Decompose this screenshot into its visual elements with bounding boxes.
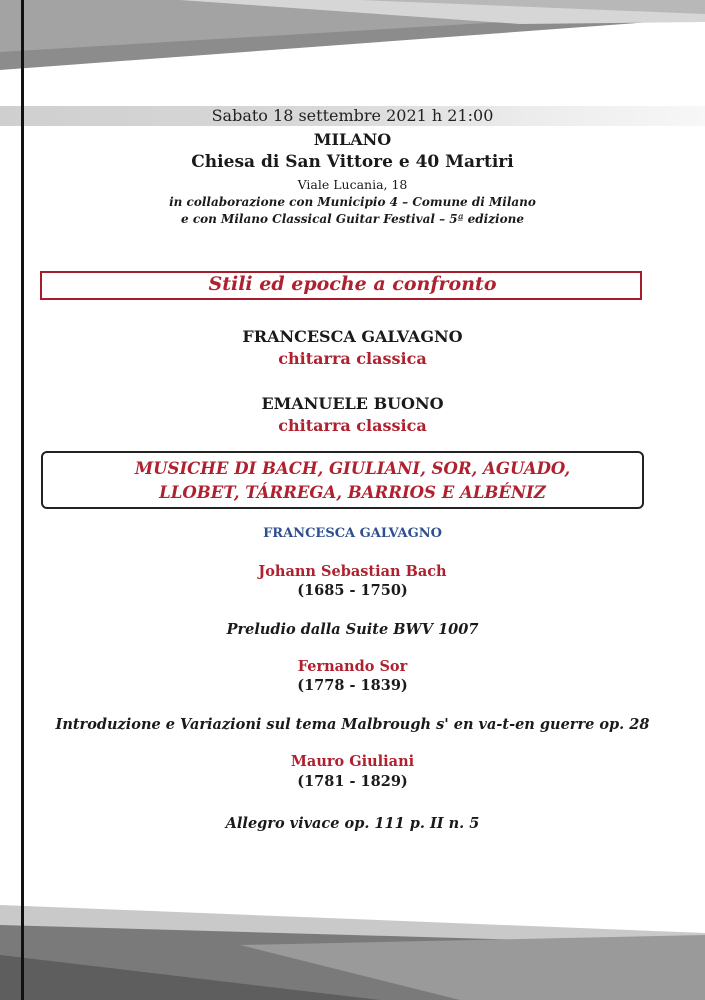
performer-instrument: chitarra classica [278, 416, 427, 435]
performer-instrument: chitarra classica [278, 349, 427, 368]
composer-years: (1778 - 1839) [297, 677, 408, 694]
event-venue: Chiesa di San Vittore e 40 Martiri [191, 152, 514, 172]
collaboration-line-2: e con Milano Classical Guitar Festival – 5ª edizione [181, 212, 524, 226]
work-title: Allegro vivace op. 111 p. II n. 5 [225, 815, 480, 832]
event-city: MILANO [313, 130, 392, 149]
concert-theme: Stili ed epoche a confronto [208, 273, 497, 295]
top-decorative-band [0, 0, 705, 70]
composer-name: Fernando Sor [297, 658, 408, 675]
performer-name: EMANUELE BUONO [261, 394, 444, 413]
composer-years: (1685 - 1750) [297, 582, 408, 599]
event-date-time: Sabato 18 settembre 2021 h 21:00 [211, 106, 494, 125]
composer-name: Johann Sebastian Bach [258, 563, 447, 580]
work-title: Introduzione e Variazioni sul tema Malbrough s' en va-t-en guerre op. 28 [55, 716, 650, 733]
repertoire-line-1: MUSICHE DI BACH, GIULIANI, SOR, AGUADO, [134, 459, 571, 478]
program-performer: FRANCESCA GALVAGNO [263, 526, 442, 541]
performer-name: FRANCESCA GALVAGNO [242, 327, 463, 346]
collaboration-line-1: in collaborazione con Municipio 4 – Comune di Milano [169, 195, 536, 209]
event-address: Viale Lucania, 18 [297, 177, 408, 192]
composer-years: (1781 - 1829) [297, 773, 408, 790]
work-title: Preludio dalla Suite BWV 1007 [226, 621, 479, 638]
repertoire-line-2: LLOBET, TÁRREGA, BARRIOS E ALBÉNIZ [159, 483, 546, 502]
bottom-decorative-band [0, 905, 705, 1000]
composer-name: Mauro Giuliani [290, 753, 415, 770]
